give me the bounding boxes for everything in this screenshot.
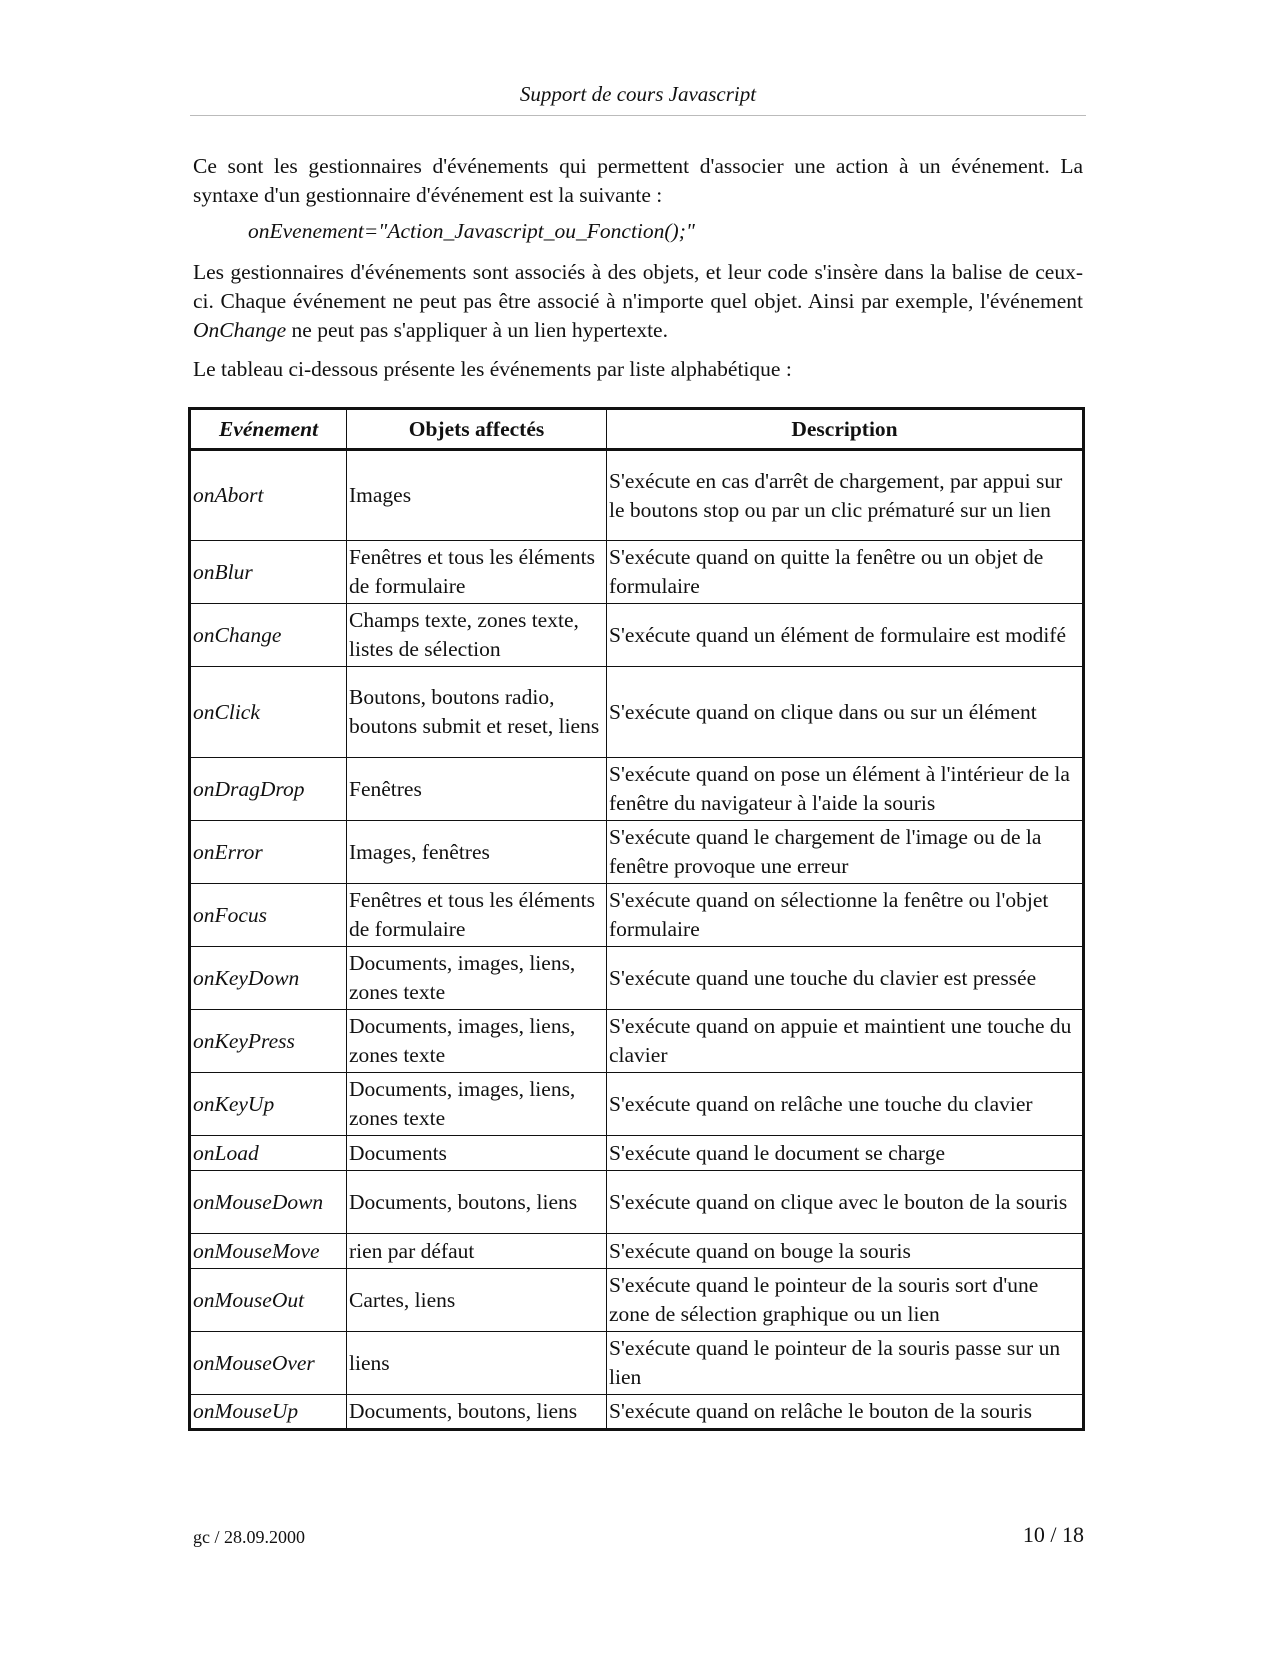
event-cell: onMouseUp (190, 1395, 347, 1430)
objects-cell: Cartes, liens (347, 1269, 607, 1332)
event-cell: onError (190, 821, 347, 884)
table-row (190, 1332, 1084, 1395)
event-cell: onLoad (190, 1136, 347, 1171)
objects-cell: Documents, images, liens, zones texte (347, 1010, 607, 1073)
event-cell: onAbort (190, 450, 347, 541)
objects-cell: Fenêtres et tous les éléments de formulaire (347, 884, 607, 947)
header-divider (190, 115, 1086, 116)
objects-cell: Images (347, 450, 607, 541)
table-row (190, 1395, 1084, 1430)
intro-section (193, 152, 1083, 384)
syntax-example: onEvenement="Action_Javascript_ou_Fonction();" (248, 219, 695, 243)
association-paragraph (193, 258, 1083, 345)
description-cell: S'exécute quand le document se charge (607, 1136, 1084, 1171)
table-row (190, 667, 1084, 758)
description-cell: S'exécute quand un élément de formulaire est modifé (607, 604, 1084, 667)
table-row (190, 541, 1084, 604)
description-cell: S'exécute quand on relâche le bouton de la souris (607, 1395, 1084, 1430)
description-cell: S'exécute en cas d'arrêt de chargement, par appui sur le boutons stop ou par un clic prématuré sur un lien (607, 450, 1084, 541)
description-cell: S'exécute quand on pose un élément à l'intérieur de la fenêtre du navigateur à l'aide la souris (607, 758, 1084, 821)
description-cell: S'exécute quand on bouge la souris (607, 1234, 1084, 1269)
table-row (190, 1073, 1084, 1136)
table-header-row (190, 409, 1084, 450)
objects-cell: Boutons, boutons radio, boutons submit et reset, liens (347, 667, 607, 758)
events-table-body (190, 450, 1084, 1430)
event-cell: onChange (190, 604, 347, 667)
objects-cell: Fenêtres (347, 758, 607, 821)
objects-cell: Fenêtres et tous les éléments de formulaire (347, 541, 607, 604)
description-cell: S'exécute quand on appuie et maintient une touche du clavier (607, 1010, 1084, 1073)
table-row (190, 604, 1084, 667)
event-cell: onMouseOver (190, 1332, 347, 1395)
objects-cell: liens (347, 1332, 607, 1395)
event-cell: onMouseDown (190, 1171, 347, 1234)
objects-cell: Champs texte, zones texte, listes de sélection (347, 604, 607, 667)
event-cell: onDragDrop (190, 758, 347, 821)
event-cell: onMouseMove (190, 1234, 347, 1269)
description-cell: S'exécute quand on clique avec le bouton de la souris (607, 1171, 1084, 1234)
table-row (190, 1010, 1084, 1073)
event-cell: onFocus (190, 884, 347, 947)
description-cell: S'exécute quand on clique dans ou sur un élément (607, 667, 1084, 758)
table-row (190, 1234, 1084, 1269)
description-cell: S'exécute quand on relâche une touche du clavier (607, 1073, 1084, 1136)
event-cell: onKeyUp (190, 1073, 347, 1136)
table-row (190, 450, 1084, 541)
table-row (190, 1171, 1084, 1234)
description-cell: S'exécute quand une touche du clavier est pressée (607, 947, 1084, 1010)
description-cell: S'exécute quand le pointeur de la souris sort d'une zone de sélection graphique ou un lien (607, 1269, 1084, 1332)
events-table (188, 407, 1085, 1431)
association-text-start: Les gestionnaires d'événements sont associés à des objets, et leur code s'insère dans la balise de ceux-ci. Chaque événement ne peut pas être associé à n'importe quel objet. Ainsi par exemple, l'événement (193, 260, 1083, 313)
page-number: 10 / 18 (1022, 1522, 1084, 1547)
header-description: Description (607, 409, 1084, 450)
event-cell: onClick (190, 667, 347, 758)
objects-cell: Documents, images, liens, zones texte (347, 947, 607, 1010)
objects-cell: Documents, images, liens, zones texte (347, 1073, 607, 1136)
table-intro-paragraph: Le tableau ci-dessous présente les événements par liste alphabétique : (193, 357, 792, 381)
description-cell: S'exécute quand le chargement de l'image ou de la fenêtre provoque une erreur (607, 821, 1084, 884)
table-row (190, 1136, 1084, 1171)
objects-cell: Documents (347, 1136, 607, 1171)
objects-cell: Documents, boutons, liens (347, 1171, 607, 1234)
description-cell: S'exécute quand on sélectionne la fenêtre ou l'objet formulaire (607, 884, 1084, 947)
event-cell: onMouseOut (190, 1269, 347, 1332)
intro-paragraph: Ce sont les gestionnaires d'événements qui permettent d'associer une action à un événement. La syntaxe d'un gestionnaire d'événement est la suivante : (193, 154, 1083, 207)
onchange-term: OnChange (193, 318, 287, 342)
table-row (190, 821, 1084, 884)
table-row (190, 758, 1084, 821)
event-cell: onKeyPress (190, 1010, 347, 1073)
table-row (190, 947, 1084, 1010)
objects-cell: Documents, boutons, liens (347, 1395, 607, 1430)
page-header-title: Support de cours Javascript (519, 82, 757, 106)
header-objects: Objets affectés (347, 409, 607, 450)
table-row (190, 1269, 1084, 1332)
event-cell: onKeyDown (190, 947, 347, 1010)
objects-cell: rien par défaut (347, 1234, 607, 1269)
table-row (190, 884, 1084, 947)
event-cell: onBlur (190, 541, 347, 604)
objects-cell: Images, fenêtres (347, 821, 607, 884)
description-cell: S'exécute quand on quitte la fenêtre ou un objet de formulaire (607, 541, 1084, 604)
association-text-end: ne peut pas s'appliquer à un lien hypertexte. (286, 318, 668, 342)
header-event: Evénement (190, 409, 347, 450)
footer-author-date: gc / 28.09.2000 (193, 1527, 305, 1547)
description-cell: S'exécute quand le pointeur de la souris passe sur un lien (607, 1332, 1084, 1395)
